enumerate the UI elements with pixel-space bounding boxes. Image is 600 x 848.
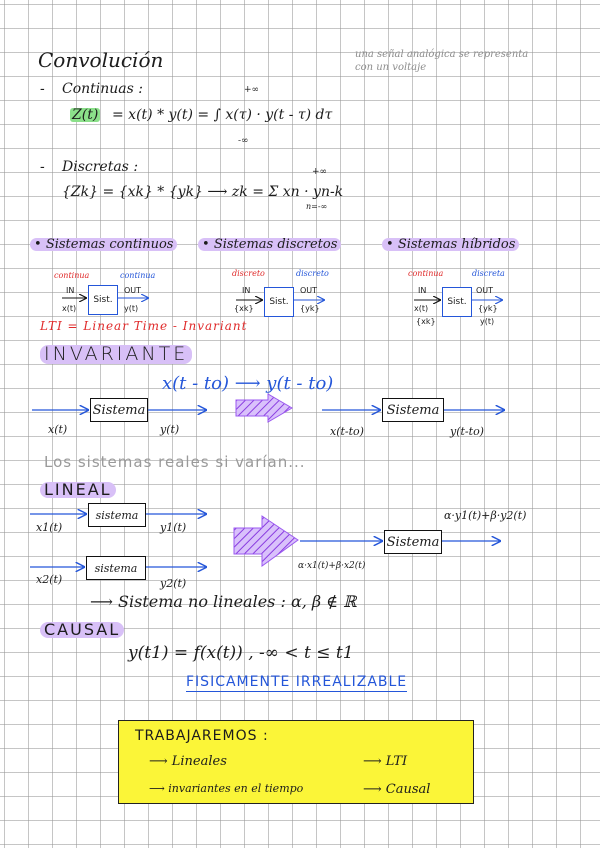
- disc-out-signal: {yk}: [300, 304, 320, 313]
- continuous-convolution-formula: = x(t) * y(t) = ∫ x(τ) · y(t - τ) dτ: [112, 107, 333, 123]
- lineal-in-1: x1(t): [36, 521, 63, 534]
- lineal-in-2: x2(t): [36, 573, 63, 586]
- lineal-out-1: y1(t): [160, 521, 187, 534]
- time-shift-formula: x(t - to) ⟶ y(t - to): [162, 373, 334, 394]
- discretas-bullet: -: [40, 159, 45, 175]
- lti-definition: LTI = Linear Time - Invariant: [40, 319, 248, 333]
- invariante-hatched-arrow: [236, 394, 292, 422]
- cont-out-signal: y(t): [124, 304, 139, 313]
- causal-formula: y(t1) = f(x(t)) , -∞ < t ≤ t1: [128, 643, 354, 663]
- invariante-out-1: y(t): [160, 423, 180, 436]
- cont-in-signal: x(t): [62, 304, 77, 313]
- lineal-hatched-arrow: [234, 516, 298, 566]
- sum-lower: n=-∞: [306, 202, 328, 211]
- side-note: una señal analógica se representa con un voltaje: [355, 49, 529, 73]
- discrete-convolution-formula: {Zk} = {xk} * {yk} ⟶ zk = Σ xn · yn-k: [62, 184, 344, 200]
- hyb-out-signal-2: y(t): [480, 317, 495, 326]
- invariante-in-2: x(t-to): [330, 425, 364, 438]
- sistemas-continuos-title: • Sistemas continuos: [30, 238, 177, 251]
- invariante-in-1: x(t): [48, 423, 68, 436]
- cont-system-box: Sist.: [88, 285, 118, 315]
- invariante-out-2: y(t-to): [450, 425, 484, 438]
- sistemas-discretos-title: • Sistemas discretos: [198, 238, 341, 251]
- hyb-out: OUT: [476, 286, 494, 295]
- disc-system-box: Sist.: [264, 287, 294, 317]
- invariante-system-box-2: Sistema: [382, 398, 444, 422]
- invariante-system-box-1: Sistema: [90, 398, 148, 422]
- lineal-system-box-2: sistema: [86, 556, 146, 580]
- trabajaremos-title: TRABAJAREMOS :: [135, 728, 269, 744]
- trabajaremos-item-causal: ⟶ Causal: [363, 782, 431, 797]
- cont-in-label: continua: [54, 271, 90, 280]
- discretas-label: Discretas :: [62, 159, 139, 175]
- trabajaremos-item-invariantes: ⟶ invariantes en el tiempo: [149, 782, 304, 795]
- trabajaremos-item-lineales: ⟶ Lineales: [149, 754, 227, 769]
- lineal-system-box-1: sistema: [88, 503, 146, 527]
- sistemas-hibridos-title: • Sistemas híbridos: [382, 238, 519, 251]
- trabajaremos-item-lti: ⟶ LTI: [363, 754, 408, 769]
- hyb-in: IN: [418, 286, 427, 295]
- hyb-in-signal: x(t): [414, 304, 429, 313]
- invariante-heading: INVARIANTE: [40, 345, 192, 364]
- lineal-out-2: y2(t): [160, 577, 187, 590]
- cont-in: IN: [66, 286, 75, 295]
- cont-out-label: continua: [120, 271, 156, 280]
- disc-out: OUT: [300, 286, 318, 295]
- lineal-big-system-box: Sistema: [384, 530, 442, 554]
- hyb-in-label: continua: [408, 269, 444, 278]
- no-lineal-note: ⟶ Sistema no lineales : α, β ∉ ℝ: [90, 592, 357, 611]
- causal-note: FISICAMENTE IRREALIZABLE: [186, 674, 408, 690]
- disc-out-label: discreto: [296, 269, 329, 278]
- cont-out: OUT: [124, 286, 142, 295]
- disc-in: IN: [242, 286, 251, 295]
- convolution-result-continuous: Z(t): [72, 107, 99, 123]
- hyb-out-label: discreta: [472, 269, 505, 278]
- lineal-heading: LINEAL: [40, 482, 116, 498]
- invariante-note: Los sistemas reales si varían...: [44, 453, 306, 471]
- page-title: Convolución: [38, 48, 164, 72]
- integral-lower: -∞: [238, 136, 249, 146]
- lineal-combo-in: α·x1(t)+β·x2(t): [298, 561, 366, 571]
- lineal-combo-out: α·y1(t)+β·y2(t): [444, 509, 527, 522]
- integral-upper: +∞: [244, 85, 260, 95]
- disc-in-signal: {xk}: [234, 304, 254, 313]
- causal-heading: CAUSAL: [40, 622, 124, 638]
- continuas-label: Continuas :: [62, 81, 143, 97]
- continuas-bullet: -: [40, 81, 45, 97]
- disc-in-label: discreto: [232, 269, 265, 278]
- hyb-in-signal-2: {xk}: [416, 317, 436, 326]
- hyb-system-box: Sist.: [442, 287, 472, 317]
- hyb-out-signal: {yk}: [478, 304, 498, 313]
- sum-upper: +∞: [312, 167, 328, 177]
